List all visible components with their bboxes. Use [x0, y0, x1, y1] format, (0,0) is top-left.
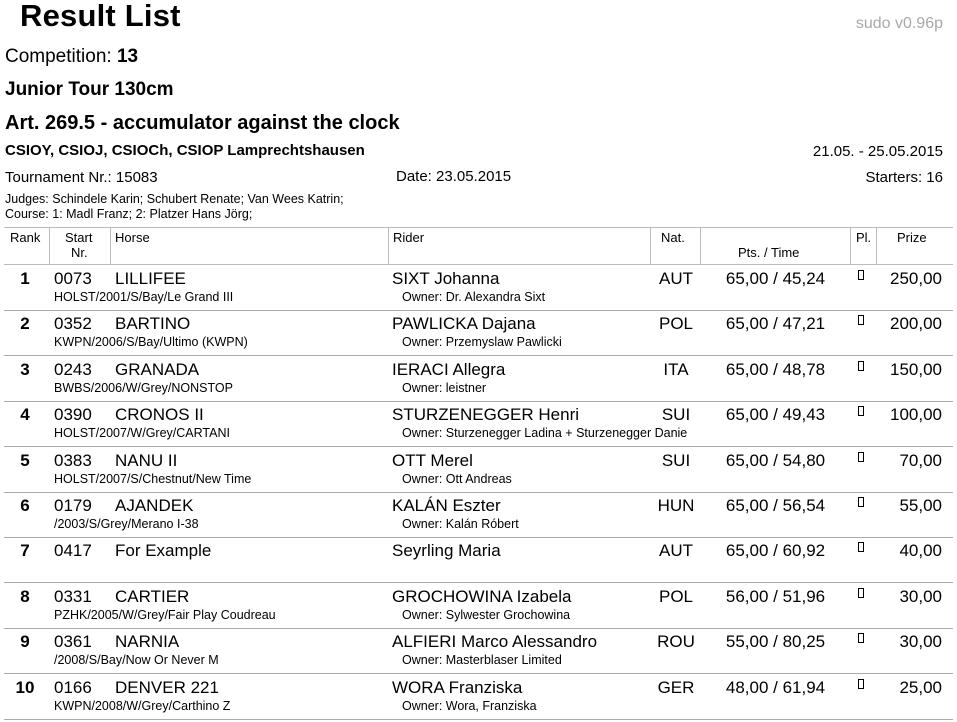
prize-cell: 30,00 [899, 632, 942, 652]
rank-cell: 5 [20, 450, 30, 470]
start-number-cell: 0179 [54, 496, 92, 515]
horse-info-cell: KWPN/2008/W/Grey/Carthino Z [54, 698, 231, 713]
col-rank: Rank [4, 228, 50, 265]
horse-name-cell: AJANDEK [115, 496, 194, 515]
rank-cell: 7 [20, 541, 30, 561]
horse-info-cell: HOLST/2007/S/Chestnut/New Time [54, 471, 252, 486]
rank-cell: 1 [20, 269, 30, 288]
prize-cell: 150,00 [890, 359, 942, 379]
rank-cell: 2 [20, 314, 30, 334]
horse-name-cell: GRANADA [115, 359, 200, 379]
prize-cell: 25,00 [899, 677, 942, 697]
prize-cell: 30,00 [899, 586, 942, 606]
rider-name-cell: SIXT Johanna [392, 269, 500, 288]
rank-cell: 4 [20, 405, 30, 425]
start-number-cell: 0352 [54, 314, 92, 334]
start-number-cell: 0361 [54, 632, 92, 652]
owner-cell: Owner: Kalán Róbert [402, 517, 519, 531]
prize-cell: 100,00 [890, 405, 942, 425]
rank-cell: 10 [15, 677, 35, 697]
tournament-number: Tournament Nr.: 15083 [5, 169, 158, 186]
start-number-cell: 0243 [54, 359, 92, 379]
rank-cell: 6 [20, 496, 30, 515]
competition-date: Date: 23.05.2015 [396, 168, 512, 185]
placing-marker-icon [854, 679, 868, 692]
col-prize: Prize [897, 230, 927, 245]
nation-cell: HUN [657, 496, 695, 515]
owner-cell: Owner: Sylwester Grochowina [402, 607, 571, 622]
nation-cell: SUI [661, 405, 691, 425]
tour-title: Junior Tour 130cm [5, 79, 174, 100]
placing-marker-icon [854, 452, 868, 465]
owner-cell: Owner: Wora, Franziska [402, 698, 537, 713]
placing-marker-icon [854, 361, 868, 374]
horse-info-cell: KWPN/2006/S/Bay/Ultimo (KWPN) [54, 335, 248, 350]
points-time-cell: 56,00 / 51,96 [725, 586, 826, 606]
horse-name-cell: NARNIA [115, 632, 180, 652]
prize-cell: 200,00 [890, 314, 942, 334]
prize-cell: 40,00 [899, 541, 942, 561]
horse-name-cell: BARTINO [115, 314, 191, 334]
horse-info-cell: HOLST/2001/S/Bay/Le Grand III [54, 290, 234, 304]
owner-cell: Owner: Dr. Alexandra Sixt [402, 290, 546, 304]
owner-cell: Owner: leistner [402, 380, 487, 395]
version-label: sudo v0.96p [855, 15, 943, 32]
nation-cell: ITA [663, 359, 689, 379]
starters-count: Starters: 16 [865, 169, 943, 186]
horse-name-cell: CRONOS II [115, 405, 204, 425]
horse-name-cell: NANU II [115, 450, 178, 470]
points-time-cell: 65,00 / 47,21 [725, 314, 826, 334]
table-row [4, 311, 953, 356]
points-time-cell: 65,00 / 49,43 [725, 405, 826, 425]
horse-name-cell: For Example [115, 541, 212, 561]
points-time-cell: 65,00 / 54,80 [725, 450, 826, 470]
points-time-cell: 65,00 / 60,92 [725, 541, 826, 561]
rider-name-cell: WORA Franziska [392, 677, 523, 697]
placing-marker-icon [854, 406, 868, 419]
rider-name-cell: IERACI Allegra [392, 359, 506, 379]
course-designers-line: Course: 1: Madl Franz; 2: Platzer Hans Jörg; [5, 207, 253, 221]
col-placing: Pl. [851, 228, 877, 265]
horse-name-cell: DENVER 221 [115, 677, 219, 697]
rider-name-cell: GROCHOWINA Izabela [392, 586, 572, 606]
rider-name-cell: STURZENEGGER Henri [392, 405, 580, 425]
nation-cell: POL [658, 586, 694, 606]
horse-info-cell: HOLST/2007/W/Grey/CARTANI [54, 426, 230, 441]
placing-marker-icon [854, 270, 868, 283]
owner-cell: Owner: Ott Andreas [402, 471, 512, 486]
col-pts-time: Pts. / Time [701, 228, 851, 265]
prize-cell: 70,00 [899, 450, 942, 470]
judges-line: Judges: Schindele Karin; Schubert Renate; Van Wees Katrin; [5, 192, 344, 206]
horse-info-cell: /2008/S/Bay/Now Or Never M [54, 653, 219, 668]
nation-cell: AUT [659, 541, 693, 561]
nation-cell: AUT [659, 269, 693, 288]
nation-cell: GER [657, 677, 695, 697]
table-row [4, 493, 953, 538]
rank-cell: 3 [20, 359, 30, 379]
start-number-cell: 0390 [54, 405, 92, 425]
rider-name-cell: ALFIERI Marco Alessandro [392, 632, 598, 652]
points-time-cell: 48,00 / 61,94 [725, 677, 826, 697]
start-number-cell: 0073 [54, 269, 92, 288]
horse-name-cell: CARTIER [115, 586, 190, 606]
placing-marker-icon [854, 315, 868, 328]
table-row [4, 675, 953, 720]
horse-name-cell: LILLIFEE [115, 269, 186, 288]
start-number-cell: 0331 [54, 586, 92, 606]
col-nat: Nat. [651, 228, 701, 265]
table-row [4, 357, 953, 402]
col-start-nr: Start Nr. [50, 228, 111, 265]
points-time-cell: 65,00 / 48,78 [725, 359, 826, 379]
owner-cell: Owner: Sturzenegger Ladina + Sturzenegger Danie [402, 426, 688, 441]
placing-marker-icon [854, 588, 868, 601]
competition-number: 13 [116, 46, 139, 67]
rank-cell: 9 [20, 632, 30, 652]
table-header [4, 227, 953, 265]
horse-info-cell: BWBS/2006/W/Grey/NONSTOP [54, 380, 233, 395]
prize-cell: 55,00 [899, 496, 942, 515]
table-row [4, 538, 953, 583]
rider-name-cell: OTT Merel [392, 450, 473, 470]
owner-cell: Owner: Przemyslaw Pawlicki [402, 335, 562, 350]
event-dates: 21.05. - 25.05.2015 [812, 143, 943, 160]
placing-marker-icon [854, 542, 868, 555]
col-rider: Rider [389, 228, 651, 265]
table-row [4, 584, 953, 629]
table-row [4, 402, 953, 447]
nation-cell: POL [658, 314, 694, 334]
competition-label: Competition: [5, 46, 112, 67]
col-horse: Horse [111, 228, 389, 265]
horse-info-cell: PZHK/2005/W/Grey/Fair Play Coudreau [54, 607, 276, 622]
table-row [4, 629, 953, 674]
start-number-cell: 0417 [54, 541, 92, 561]
rider-name-cell: Seyrling Maria [392, 541, 501, 561]
start-number-cell: 0383 [54, 450, 92, 470]
points-time-cell: 65,00 / 45,24 [725, 269, 826, 288]
rider-name-cell: KALÁN Eszter [392, 496, 501, 515]
rank-cell: 8 [20, 586, 30, 606]
points-time-cell: 55,00 / 80,25 [725, 632, 826, 652]
placing-marker-icon [854, 633, 868, 646]
article-title: Art. 269.5 - accumulator against the clock [5, 112, 400, 134]
nation-cell: ROU [657, 632, 695, 652]
placing-marker-icon [854, 497, 868, 510]
prize-cell: 250,00 [890, 269, 942, 288]
rider-name-cell: PAWLICKA Dajana [392, 314, 536, 334]
page-title: Result List [20, 0, 181, 33]
nation-cell: SUI [661, 450, 691, 470]
start-number-cell: 0166 [54, 677, 92, 697]
points-time-cell: 65,00 / 56,54 [725, 496, 826, 515]
horse-info-cell: /2003/S/Grey/Merano I-38 [54, 517, 199, 531]
competition-line [5, 46, 138, 68]
table-row [4, 266, 953, 311]
table-row [4, 448, 953, 493]
event-name: CSIOY, CSIOJ, CSIOCh, CSIOP Lamprechtshausen [5, 142, 365, 159]
owner-cell: Owner: Masterblaser Limited [402, 653, 562, 668]
